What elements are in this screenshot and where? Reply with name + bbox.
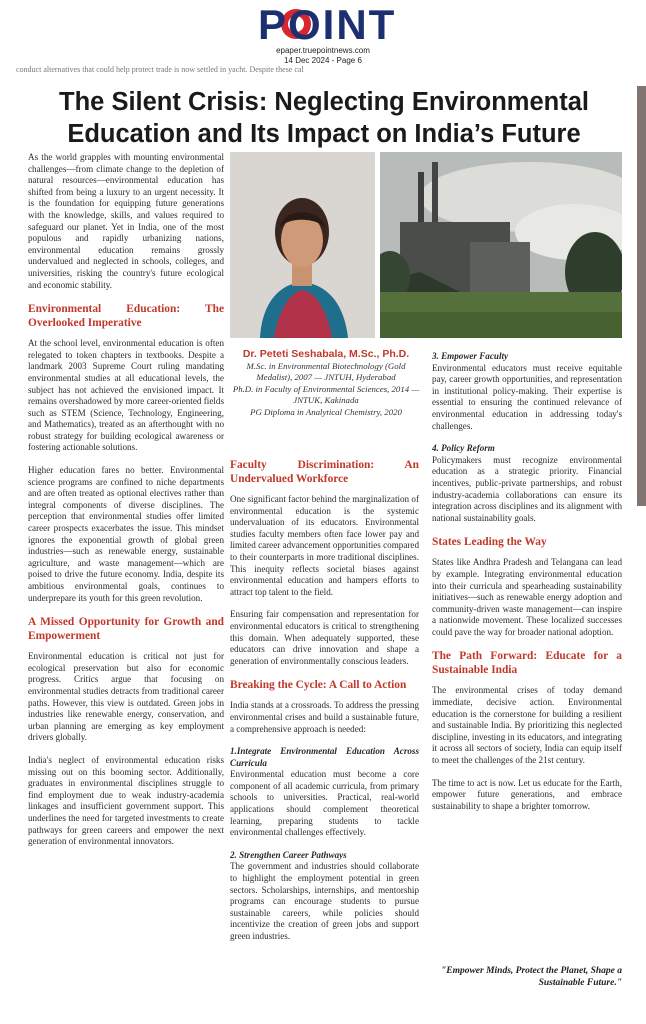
item-1-text: Environmental education must become a core component of all academic curricula, from primary schools to universities. Practical, real-world applications should complement theoretical learning, preparing students to tackle environmental challenges effectively. — [230, 769, 419, 838]
faculty-p1: One significant factor behind the marginalization of environmental education is the systemic undervaluation of its educators. Environmental studies faculty members often face lower pay and limited career advancement opportunities compared to their counterparts in more traditional disciplines. This inequity reflects societal biases against environmental education and hampers efforts to attract top talent to the field. — [230, 494, 419, 597]
forward-p2: The time to act is now. Let us educate for the Earth, empower future generations, and embrace sustainability to shape a brighter tomorrow. — [432, 777, 622, 811]
article-title — [18, 86, 630, 150]
title-line-1: The Silent Crisis: Neglecting Environmental — [59, 88, 589, 116]
item-4-title: 4. Policy Reform — [432, 443, 495, 454]
author-credentials — [230, 349, 422, 418]
intro-paragraph: As the world grapples with mounting environmental challenges—from climate change to the depletion of natural resources—environmental education has shifted from being a luxury to an urgent necessity. It is the foundation for equipping future generations with the knowledge, skills, and values required to safeguard our planet. Yet in India, one of the most populous and rapidly urbanizing nations, environmental education remains grossly undervalued and neglected in schools, colleges, and universities, risking the country's future ecological and economic stability. — [28, 152, 224, 290]
forward-p1: The environmental crises of today demand immediate, decisive action. Environmental education is the cornerstone for building a resilient and sustainable India. By prioritizing this neglected discipline, investing in its educators, and integrating it across all sectors of society, India can equip itself to meet the challenges of the 21st century. — [432, 685, 622, 766]
item-3-text: Environmental educators must receive equitable pay, career growth opportunities, and representation in institutional policy-making. Their expertise is essential to ensuring the continued relevance of environmental education in addressing today's challenges. — [432, 362, 622, 431]
title-line-2: Education and Its Impact on India’s Future — [67, 120, 581, 148]
industrial-pollution-photo — [380, 152, 622, 338]
adjacent-page-edge — [637, 86, 646, 506]
heading-missed: A Missed Opportunity for Growth and Empowerment — [28, 616, 224, 643]
author-qualification-3: PG Diploma in Analytical Chemistry, 2020 — [250, 406, 402, 417]
heading-overlooked: Environmental Education: The Overlooked Imperative — [28, 303, 224, 330]
closing-quote: "Empower Minds, Protect the Planet, Shape a Sustainable Future." — [440, 966, 622, 988]
missed-p2: India's neglect of environmental education risks missing out on this booming sector. Additionally, graduates in environmental disciplines struggle to find employment due to weak industry-academia linkages and insufficient government support. This underlines the need for targeted investments to create pathways for green careers and empower the next generation of environmental innovators. — [28, 754, 224, 847]
epaper-url[interactable]: epaper.truepointnews.com — [276, 46, 370, 55]
date-page: 14 Dec 2024 - Page 6 — [284, 56, 362, 65]
cutoff-previous-text: conduct alternatives that could help protect trade is now settled in yacht. Despite these cal — [16, 65, 304, 74]
item-4-text: Policymakers must recognize environmental education as a strategic priority. Financial incentives, public-private partnerships, and robust industry-academia collaborations can ensure its integration across disciplines and its alignment with national sustainability goals. — [432, 454, 622, 523]
states-p1: States like Andhra Pradesh and Telangana can lead by example. Integrating environmental education into their curricula and spearheading sustainability initiatives—such as renewable energy adoption and community-driven waste management—can inspire a nationwide movement. These localized successes could pave the way for broader national adoption. — [432, 557, 622, 637]
overlooked-p1: At the school level, environmental education is often relegated to token chapters in textbooks. Despite a landmark 2003 Supreme Court ruling mandating environmental studies at all educational levels, the subject has not achieved the envisioned impact. It remains overshadowed by more career-oriented fields such as STEM (Science, Technology, Engineering, and Mathematics), treated as an afterthought with no robust strategy for building ecological awareness or fostering actionable solutions. — [28, 338, 224, 453]
item-1-title: 1.Integrate Environmental Education Across Curricula — [230, 746, 419, 768]
item-2-text: The government and industries should collaborate to highlight the employment potential in green sectors. Scholarships, internships, and mentorship programs can encourage students to pursue sustainable careers, while policies should incentivize the creation of green jobs and support green industries. — [230, 861, 419, 941]
author-qualification-2: Ph.D. in Faculty of Environmental Sciences, 2014 — JNTUK, Kakinada — [232, 383, 420, 405]
column-3 — [432, 351, 622, 823]
heading-forward: The Path Forward: Educate for a Sustainable India — [432, 650, 622, 677]
overlooked-p2: Higher education fares no better. Environmental science programs are confined to niche departments and are often treated as optional electives rather than integral components of diverse disciplines. The perception that environmental studies offer limited career prospects exacerbates the issue. This mindset ignores the exponential growth of global green industries—such as renewable energy, sustainable agriculture, and waste management—which are poised to drive the future economy. India, despite its ambitious environmental goals, continues to underprepare its youth for this green revolution. — [28, 465, 224, 603]
item-2-title: 2. Strengthen Career Pathways — [230, 849, 347, 860]
missed-p1: Environmental education is critical not just for ecological preservation but also for economic progress. Critics argue that focusing on environmental studies detracts from traditional career paths. However, this view is outdated. Green jobs in industries like renewable energy, conservation, and urban planning are emerging as key employment drivers globally. — [28, 651, 224, 743]
epaper-info — [0, 46, 646, 66]
heading-states: States Leading the Way — [432, 536, 547, 549]
logo-text: POINT — [258, 1, 397, 48]
column-1 — [28, 152, 224, 859]
author-qualification-1: M.Sc. in Environmental Biotechnology (Gold Medalist), 2007 — JNTUH, Hyderabad — [246, 360, 406, 382]
point-logo — [258, 1, 397, 48]
author-photo — [230, 152, 375, 338]
heading-faculty: Faculty Discrimination: An Undervalued Workforce — [230, 459, 419, 485]
heading-cycle: Breaking the Cycle: A Call to Action — [230, 679, 407, 692]
faculty-p2: Ensuring fair compensation and representation for environmental educators is critical to strengthening this domain. When adequately supported, these educators can drive innovation and shape a generation of environmentally conscious leaders. — [230, 609, 419, 666]
column-2 — [230, 458, 419, 954]
item-3-title: 3. Empower Faculty — [432, 351, 509, 361]
author-name: Dr. Peteti Seshabala, M.Sc., Ph.D. — [242, 348, 410, 360]
masthead — [0, 0, 646, 65]
cycle-p1: India stands at a crossroads. To address the pressing environmental crises and build a sustainable future, a comprehensive approach is needed: — [230, 700, 419, 734]
